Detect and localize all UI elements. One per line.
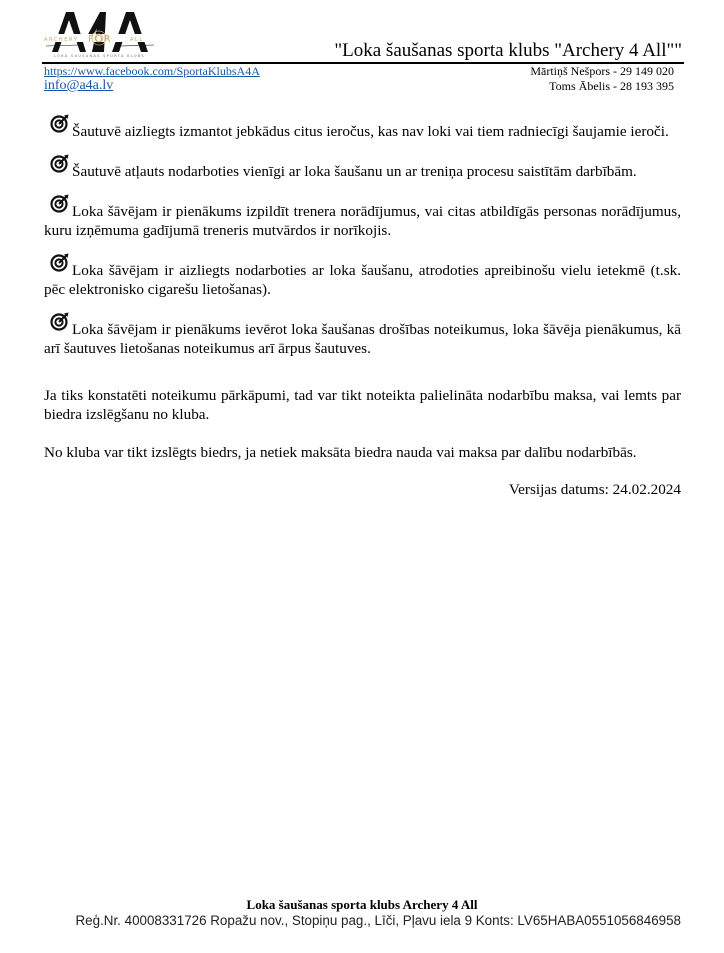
document-footer <box>0 897 724 930</box>
document-body <box>44 113 681 499</box>
contact-list <box>530 64 674 94</box>
rule-text: Loka šāvējam ir pienākums izpildīt trenera norādījumus, vai citas atbildīgās personas norādījumus, kuru izņēmuma gadījumā treneris mutvārdos ir norīkojis. <box>44 203 681 239</box>
rule-text: Loka šāvējam ir aizliegts nodarboties ar loka šaušanu, atrodoties apreibinošu vielu ietekmē (t.sk. pēc elektronisko cigarešu lietošanas). <box>44 262 681 298</box>
target-icon <box>50 113 70 133</box>
target-icon <box>50 311 70 331</box>
rule-text: Šautuvē atļauts nodarboties vienīgi ar loka šaušanu un ar treniņa procesu saistītām darbībām. <box>72 163 637 180</box>
document-header <box>0 0 724 100</box>
target-icon <box>50 193 70 213</box>
logo-tagline-right: ALL <box>130 37 144 43</box>
logo-subtitle: LOKA ŠAUŠANAS SPORTA KLUBS <box>54 54 146 58</box>
contact-item: Mārtiņš Nešpors - 29 149 020 <box>530 64 674 78</box>
rule-text: Loka šāvējam ir pienākums ievērot loka šaušanas drošības noteikumus, loka šāvēja pienākumus, kā arī šautuves lietošanas noteikumus arī ārpus šautuves. <box>44 321 681 357</box>
logo-tagline-left: ARCHERY <box>44 37 79 43</box>
rule-item <box>44 193 681 240</box>
club-logo <box>42 8 158 58</box>
facebook-link[interactable]: https://www.facebook.com/SportaKlubsA4A <box>44 64 260 78</box>
logo-tagline-mid: FOR <box>88 34 112 45</box>
rule-item <box>44 252 681 299</box>
version-date: Versijas datums: 24.02.2024 <box>508 481 681 498</box>
rule-item <box>44 113 681 141</box>
rule-item <box>44 311 681 358</box>
expulsion-paragraph: No kluba var tikt izslēgts biedrs, ja netiek maksāta biedra nauda vai maksa par dalību nodarbībās. <box>44 444 637 461</box>
contact-item: Toms Ābelis - 28 193 395 <box>549 79 674 93</box>
email-link[interactable]: info@a4a.lv <box>44 78 114 93</box>
rule-item <box>44 153 681 181</box>
violations-paragraph: Ja tiks konstatēti noteikumu pārkāpumi, tad var tikt noteikta palielināta nodarbību maksa, vai lemts par biedra izslēgšanu no kluba. <box>44 387 681 423</box>
organization-title: "Loka šaušanas sporta klubs "Archery 4 All"" <box>334 40 682 61</box>
target-icon <box>50 252 70 272</box>
footer-details: Reģ.Nr. 40008331726 Ropažu nov., Stopiņu pag., Līči, Pļavu iela 9 Konts: LV65HABA0551056846958 <box>75 913 681 928</box>
target-icon <box>50 153 70 173</box>
footer-title: Loka šaušanas sporta klubs Archery 4 All <box>246 897 478 912</box>
header-links <box>44 64 260 94</box>
rule-text: Šautuvē aizliegts izmantot jebkādus citus ieročus, kas nav loki vai tiem radniecīgi šaujamie ieroči. <box>72 123 669 140</box>
